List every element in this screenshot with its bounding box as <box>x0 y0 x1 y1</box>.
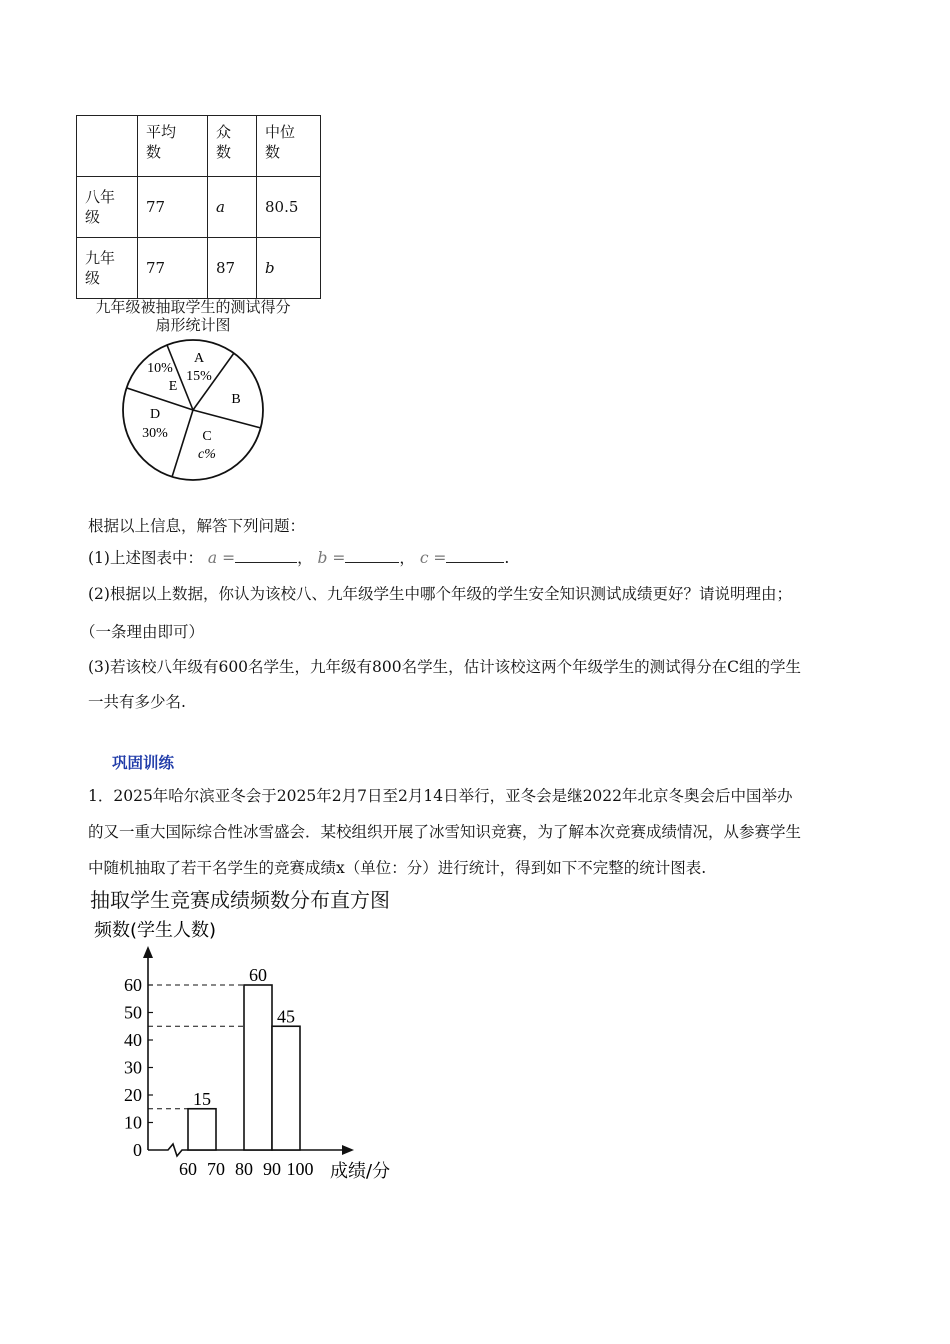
cell-mean: 77 <box>138 238 208 299</box>
cell-median: b <box>257 238 321 299</box>
slice-e-name: E <box>168 379 178 394</box>
separator: ， <box>399 549 415 567</box>
question-1 <box>88 546 509 568</box>
histogram-layer <box>94 920 390 1182</box>
question-1-end: . <box>504 549 510 567</box>
cell-median: 80.5 <box>257 177 321 238</box>
problem-1-line2: 的又一重大国际综合性冰雪盛会．某校组织开展了冰雪知识竞赛，为了解本次竞赛成绩情况，从参赛学生 <box>88 823 802 841</box>
bar-data-label: 45 <box>277 1006 295 1027</box>
y-tick-label: 60 <box>124 975 142 995</box>
y-tick-label: 20 <box>124 1085 142 1105</box>
y-axis-arrow <box>143 946 153 958</box>
header-mode-line2: 数 <box>216 143 232 161</box>
pie-chart <box>110 335 280 495</box>
table-row <box>77 177 321 238</box>
cell-mode: 87 <box>208 238 257 299</box>
header-mode-line1: 众 <box>216 123 232 141</box>
slice-d-label: 30% <box>142 426 168 441</box>
question-1-prefix: (1)上述图表中： <box>88 549 203 567</box>
bar-data-label: 60 <box>249 965 267 985</box>
x-tick-label: 80 <box>235 1159 253 1179</box>
header-mean-line2: 数 <box>146 143 162 161</box>
y-tick-label: 10 <box>124 1112 142 1133</box>
cell-mean: 77 <box>138 177 208 238</box>
question-2: (2)根据以上数据，你认为该校八、九年级学生中哪个年级的学生安全知识测试成绩更好？请说明理由； <box>88 585 792 603</box>
row-label-line2: 级 <box>85 208 101 226</box>
row-label-line2: 级 <box>85 269 101 287</box>
question-3-line1: (3)若该校八年级有600名学生，九年级有800名学生，估计该校这两个年级学生的测试得分在C组的学生 <box>88 658 801 676</box>
pie-title-line1: 九年级被抽取学生的测试得分 <box>95 298 291 316</box>
x-axis-label: 成绩/分 <box>330 1161 391 1182</box>
answer-a-label: a = <box>207 549 236 567</box>
slice-c-name: C <box>202 429 212 444</box>
table-header-row <box>77 116 321 177</box>
question-3-line2: 一共有多少名. <box>88 693 186 711</box>
answer-c-blank[interactable] <box>446 548 504 563</box>
y-tick-label: 0 <box>133 1140 142 1160</box>
answer-b-label: b = <box>317 549 346 567</box>
slice-d-name: D <box>149 407 161 422</box>
table-header-cell <box>77 116 138 177</box>
x-tick-label: 100 <box>286 1159 314 1179</box>
header-median-line2: 数 <box>265 143 281 161</box>
x-axis-break <box>148 1144 188 1156</box>
y-axis-label: 频数(学生人数) <box>94 920 217 941</box>
pie-title-line2: 扇形统计图 <box>155 316 231 334</box>
y-tick-label: 40 <box>124 1030 142 1050</box>
table-header-cell <box>257 116 321 177</box>
table-header-cell <box>208 116 257 177</box>
problem-1-line1: 1．2025年哈尔滨亚冬会于2025年2月7日至2月14日举行，亚冬会是继2022年北京冬奥会后中国举办 <box>88 787 793 805</box>
pie-divider <box>172 410 193 477</box>
histogram-bar <box>272 1026 300 1150</box>
row-label-line1: 八年 <box>85 188 116 206</box>
table-row <box>77 238 321 299</box>
slice-a-label: 15% <box>186 369 212 384</box>
slice-b-name: B <box>231 392 241 407</box>
questions-intro: 根据以上信息，解答下列问题： <box>88 517 306 535</box>
y-tick-label: 30 <box>124 1057 142 1078</box>
x-tick-label: 70 <box>207 1159 225 1179</box>
histogram-chart <box>90 910 430 1190</box>
slice-c-label: c% <box>198 447 216 462</box>
cell-mode: a <box>208 177 257 238</box>
row-label <box>77 238 138 299</box>
x-tick-label: 90 <box>263 1159 281 1179</box>
row-label <box>77 177 138 238</box>
header-mean-line1: 平均 <box>146 123 177 141</box>
stats-table <box>76 115 321 299</box>
problem-1-line3: 中随机抽取了若干名学生的竞赛成绩x（单位：分）进行统计，得到如下不完整的统计图表. <box>88 859 707 877</box>
histogram-bar <box>188 1109 216 1150</box>
question-2-note: （一条理由即可） <box>80 623 205 641</box>
x-axis-arrow <box>342 1145 354 1155</box>
x-tick-label: 60 <box>179 1159 197 1179</box>
bar-data-label: 15 <box>193 1088 211 1109</box>
answer-a-blank[interactable] <box>235 548 297 563</box>
histogram-title: 抽取学生竞赛成绩频数分布直方图 <box>90 888 390 912</box>
row-label-line1: 九年 <box>85 249 116 267</box>
table-header-cell <box>138 116 208 177</box>
pie-divider <box>193 410 261 428</box>
answer-b-blank[interactable] <box>345 548 399 563</box>
y-tick-label: 50 <box>124 1002 142 1023</box>
slice-a-name: A <box>193 351 205 366</box>
separator: ， <box>297 549 313 567</box>
histogram-bar <box>244 985 272 1150</box>
answer-c-label: c = <box>419 549 447 567</box>
header-median-line1: 中位 <box>265 123 296 141</box>
slice-e-label: 10% <box>147 361 173 376</box>
section-title: 巩固训练 <box>112 754 175 772</box>
